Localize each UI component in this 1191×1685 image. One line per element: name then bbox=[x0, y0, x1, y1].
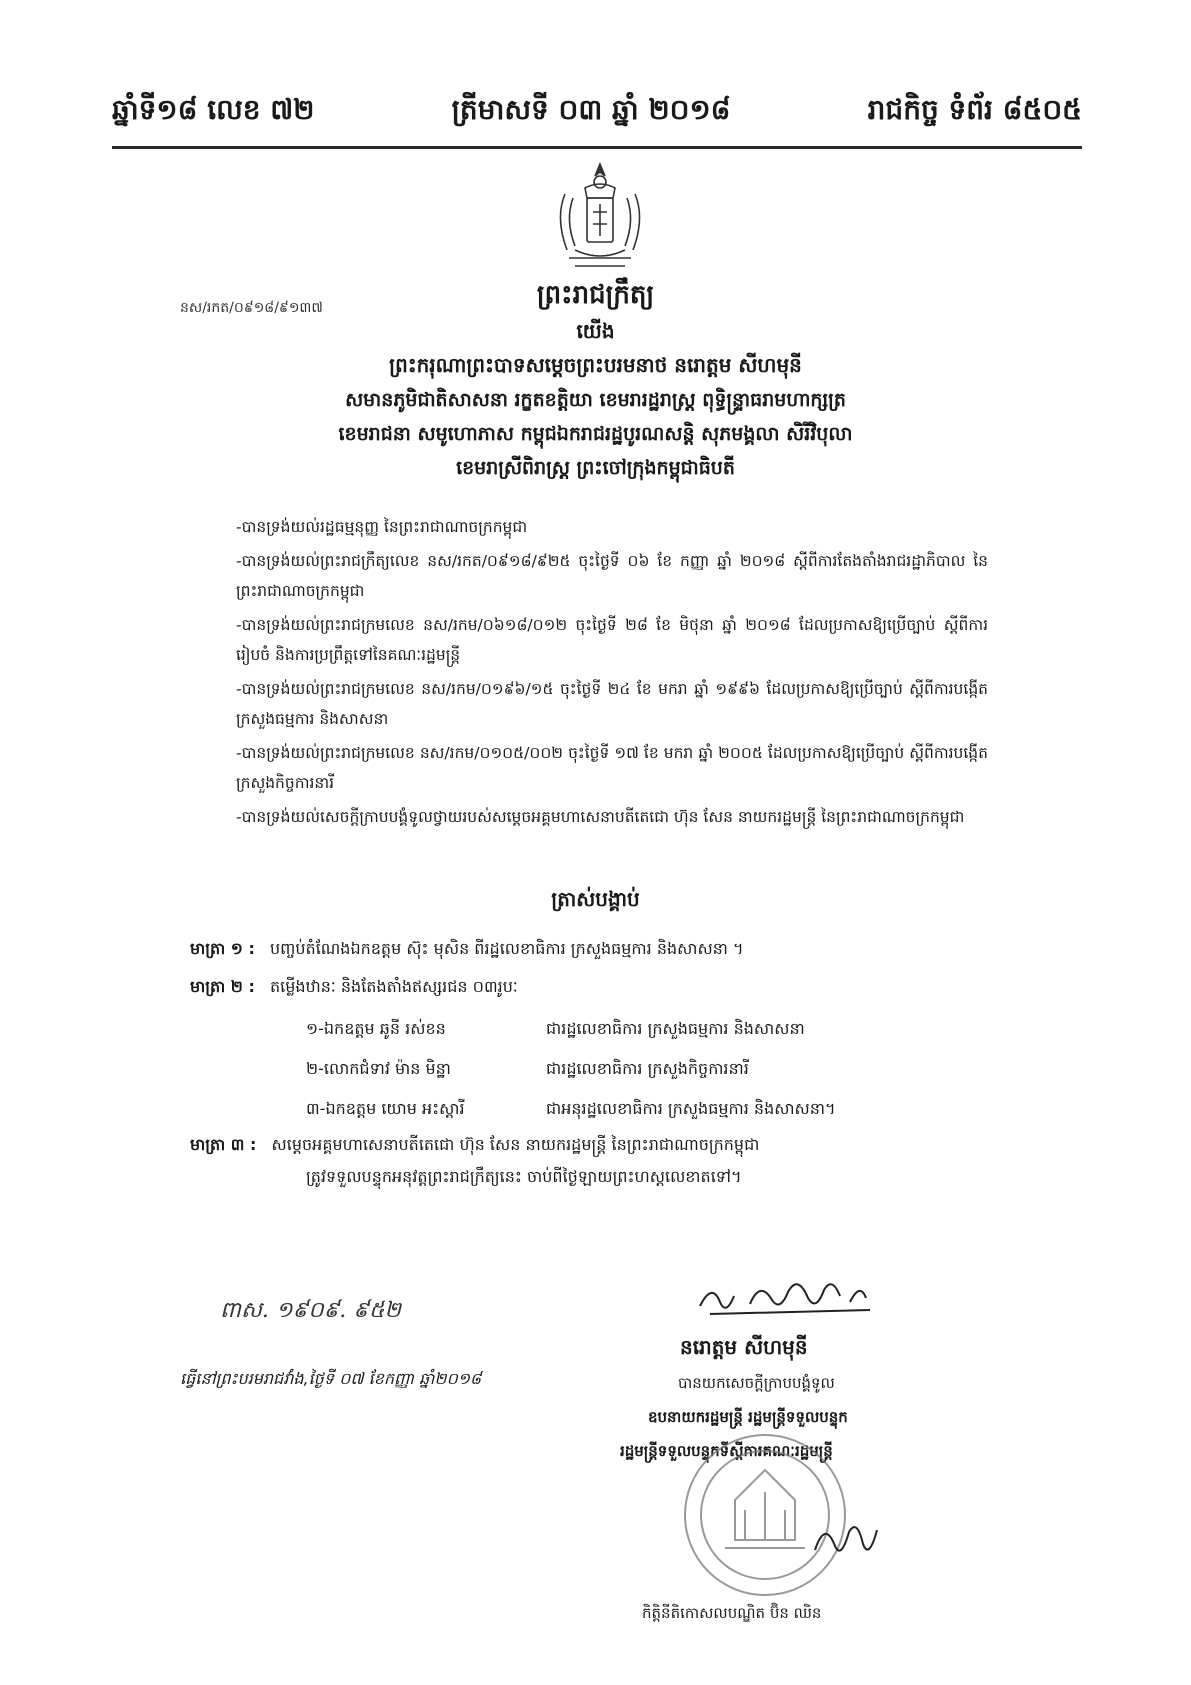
appointee-row bbox=[306, 1010, 836, 1050]
signer-name: នរោត្តម សីហមុនី bbox=[680, 1335, 808, 1359]
article-text: បញ្ចប់តំណែងឯកឧត្តម ស៊ុះ មុសិន ពីរដ្ឋលេខាធិការ ក្រសួងធម្មការ និងសាសនា ។ bbox=[269, 939, 744, 958]
article-1 bbox=[190, 932, 744, 966]
appointee-name: ២-លោកជំទាវ ម៉ាន មិន្ឋា bbox=[306, 1059, 451, 1078]
article-label: មាត្រា ១ : bbox=[190, 939, 255, 958]
appointee-name: ៣-ឯកឧត្តម យោម អះស្តារី bbox=[306, 1099, 465, 1118]
article-3 bbox=[190, 1128, 1010, 1162]
countersign-line-2: ឧបនាយករដ្ឋមន្ត្រី រដ្ឋមន្ត្រីទទួលបន្ទុក bbox=[648, 1408, 848, 1426]
king-title-line-4: ខេមរាស្រីពិរាស្ត្រ ព្រះចៅក្រុងកម្ពុជាធិបតី bbox=[456, 457, 735, 479]
recital-item: -បានទ្រង់យល់រដ្ឋធម្មនុញ្ញ នៃព្រះរាជាណាចក្រកម្ពុជា bbox=[236, 518, 528, 536]
recital-item: -បានទ្រង់យល់សេចក្តីក្រាបបង្គំទូលថ្វាយរបស់សម្តេចអគ្គមហាសេនាបតីតេជោ ហ៊ុន សែន នាយករដ្ឋមន្ត្រី នៃព្រះរាជាណាចក្រកម្ពុជា bbox=[236, 808, 965, 826]
document-title: ព្រះរាជក្រឹត្យ bbox=[536, 280, 655, 310]
recital-item: -បានទ្រង់យល់ព្រះរាជក្រមលេខ នស/រកម/០១៩៦/១៥ ចុះថ្ងៃទី ២៤ ខែ មករា ឆ្នាំ ១៩៩៦ ដែលប្រកាសឱ្យប្រើច្បាប់ ស្តីពីការបង្កើតក្រសួងធម្មការ និងសាសនា bbox=[236, 680, 988, 728]
article-label: មាត្រា ៣ : bbox=[190, 1135, 257, 1154]
recital-item: -បានទ្រង់យល់ព្រះរាជក្រឹត្យលេខ នស/រកត/០៩១៨/៩២៥ ចុះថ្ងៃទី ០៦ ខែ កញ្ញា ឆ្នាំ ២០១៨ ស្តីពីការតែងតាំងរាជរដ្ឋាភិបាល នៃព្រះរាជាណាចក្រកម្ពុជា bbox=[236, 552, 988, 600]
royal-signature bbox=[690, 1262, 890, 1326]
appointee-list bbox=[306, 1010, 836, 1130]
article-3-continuation: ត្រូវទទួលបន្ទុកអនុវត្តព្រះរាជក្រឹត្យនេះ ចាប់ពីថ្ងៃឡាយព្រះហស្តលេខាតទៅ។ bbox=[306, 1167, 742, 1186]
king-title-line-2: សមានភូមិជាតិសាសនា រក្ខតខត្តិយា ខេមរារដ្ឋរាស្ត្រ ពុទ្ធិន្ទ្រាធរាមហាក្សត្រ bbox=[345, 389, 846, 411]
page-number: រាជកិច្ច ទំព័រ ៨៥០៥ bbox=[867, 92, 1082, 126]
appointee-row bbox=[306, 1090, 836, 1130]
header-divider bbox=[112, 146, 1082, 149]
recital-item: -បានទ្រង់យល់ព្រះរាជក្រមលេខ នស/រកម/០១០៥/០០២ ចុះថ្ងៃទី ១៧ ខែ មករា ឆ្នាំ ២០០៥ ដែលប្រកាសឱ្យប្រើច្បាប់ ស្តីពីការបង្កើតក្រសួងកិច្ចការនារី bbox=[236, 744, 988, 792]
king-title-line-3: ខេមរាជនា សមូហោភាស កម្ពុជឯករាជរដ្ឋបូរណសន្តិ សុភមង្គលា សិរីវិបុលា bbox=[338, 423, 853, 445]
countersigner-name: កិត្តិនីតិកោសលបណ្ឌិត ប៊ិន ឈិន bbox=[642, 1604, 822, 1622]
article-label: មាត្រា ២ : bbox=[190, 977, 255, 996]
article-2 bbox=[190, 970, 518, 1004]
appointee-name: ១-ឯកឧត្តម ឆូនី រស់ខន bbox=[306, 1019, 446, 1038]
royal-emblem-icon bbox=[545, 158, 655, 278]
recitals-list bbox=[236, 512, 988, 836]
appointee-row bbox=[306, 1050, 836, 1090]
recital-item: -បានទ្រង់យល់ព្រះរាជក្រមលេខ នស/រកម/០៦១៨/០១២ ចុះថ្ងៃទី ២៨ ខែ មិថុនា ឆ្នាំ ២០១៨ ដែលប្រកាសឱ្យប្រើច្បាប់ ស្តីពីការរៀបចំ និងការប្រព្រឹត្តទៅនៃគណៈរដ្ឋមន្ត្រី bbox=[236, 616, 988, 664]
article-text: សម្តេចអគ្គមហាសេនាបតីតេជោ ហ៊ុន សែន នាយករដ្ឋមន្ត្រី នៃព្រះរាជាណាចក្រកម្ពុជា bbox=[271, 1135, 760, 1154]
appointee-role: ជារដ្ឋលេខាធិការ ក្រសួងកិច្ចការនារី bbox=[546, 1059, 749, 1078]
decree-heading: ត្រាស់បង្គាប់ bbox=[551, 887, 640, 911]
document-subtitle: យើង bbox=[576, 319, 615, 343]
article-text: តម្លើងឋានៈ និងតែងតាំងឥស្សរជន ០៣រូបៈ bbox=[269, 977, 518, 996]
issue-date: ត្រីមាសទី ០៣ ឆ្នាំ ២០១៨ bbox=[451, 92, 731, 126]
issue-number: ឆ្នាំទី១៨ លេខ ៧២ bbox=[112, 92, 315, 126]
lunar-date: ពាស. ១៩០៩. ៩៥២ bbox=[220, 1298, 402, 1323]
king-title-line-1: ព្រះករុណាព្រះបាទសម្តេចព្រះបរមនាថ នរោត្តម សីហមុនី bbox=[389, 353, 802, 377]
countersign-line-1: បានយកសេចក្តីក្រាបបង្គំទូល bbox=[678, 1374, 835, 1392]
page-header bbox=[112, 84, 1082, 140]
countersign-line-3: រដ្ឋមន្ត្រីទទួលបន្ទុកទីស្តីការគណៈរដ្ឋមន្ត្រី bbox=[620, 1442, 833, 1460]
reference-number: នស/រកត/០៩១៨/៩១៣៧ bbox=[180, 300, 323, 316]
appointee-role: ជារដ្ឋលេខាធិការ ក្រសួងធម្មការ និងសាសនា bbox=[546, 1019, 805, 1038]
appointee-role: ជាអនុរដ្ឋលេខាធិការ ក្រសួងធម្មការ និងសាសនា។ bbox=[546, 1099, 836, 1118]
countersignature bbox=[805, 1510, 885, 1570]
place-and-date: ធ្វើនៅព្រះបរមរាជវាំង,ថ្ងៃទី ០៧ ខែកញ្ញា ឆ្នាំ២០១៨ bbox=[180, 1369, 482, 1388]
